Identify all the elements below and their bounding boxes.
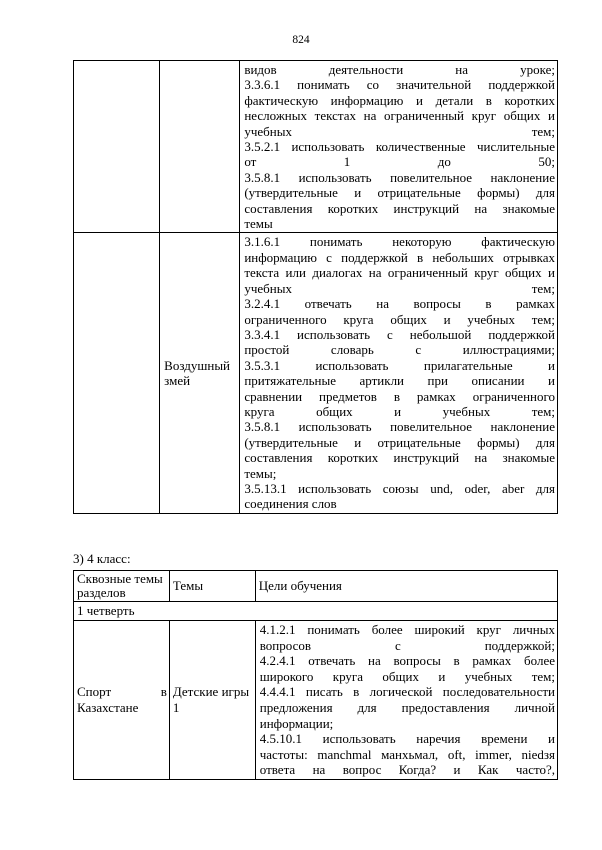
objectives-cell (240, 233, 558, 513)
objective-line: составления коротких инструкций на знакомые (244, 200, 555, 216)
objective-line: частоты: manchmal манхьмал, oft, immer, niedзя (259, 746, 555, 762)
objective-line: 3.5.2.1 использовать количественные числительные (244, 139, 555, 155)
objective-line: 4.2.4.1 отвечать на вопросы в рамках более (259, 653, 555, 669)
objective-line: ограниченного круга общих и учебных тем; (244, 311, 555, 327)
objective-line: учебных тем; (244, 123, 555, 139)
section-cell: Спорт в Казахстане (74, 621, 170, 780)
objective-line: 3.5.13.1 использовать союзы und, oder, aber для (244, 480, 555, 496)
objective-line: 3.3.4.1 использовать с небольшой поддержкой (244, 326, 555, 342)
objectives-table-grade-3 (73, 60, 558, 514)
section-cell-empty (74, 61, 160, 233)
section-heading: 3) 4 класс: (73, 551, 131, 566)
objectives-text (240, 61, 557, 232)
objective-line: ответа на вопрос Когда? и Как часто?, (259, 762, 555, 778)
objectives-cell (255, 621, 557, 780)
objective-line: простой словарь с иллюстрациями; (244, 342, 555, 358)
objective-line: 3.5.8.1 использовать повелительное наклонение (244, 169, 555, 185)
objective-line: 3.5.8.1 использовать повелительное наклонение (244, 419, 555, 435)
objective-line: информацию с поддержкой в небольших отрывках (244, 249, 555, 265)
objective-line: темы (244, 216, 273, 232)
objectives-table-grade-4 (73, 570, 558, 780)
page-number: 824 (292, 34, 310, 46)
objective-line: темы; (244, 465, 277, 481)
objective-line: 4.1.2.1 понимать более широкий круг личных (259, 622, 555, 637)
section-cell-empty (74, 233, 160, 513)
table-row (74, 233, 558, 513)
header-objectives: Цели обучения (255, 571, 557, 602)
objective-line: информации; (259, 715, 334, 731)
header-themes: Темы (169, 571, 255, 602)
objective-line: вопросов с поддержкой; (259, 637, 555, 653)
objective-line: от 1 до 50; (244, 154, 555, 170)
objective-line: предложения для предоставления личной (259, 699, 555, 715)
objective-line: составления коротких инструкций на знакомые (244, 450, 555, 466)
objective-line: 3.5.3.1 использовать прилагательные и (244, 357, 555, 373)
objective-line: 3.3.6.1 понимать со значительной поддержкой (244, 77, 555, 93)
theme-cell: Детские игры 1 (169, 621, 255, 780)
objective-line: 3.1.6.1 понимать некоторую фактическую (244, 234, 555, 250)
objectives-text (256, 621, 557, 779)
quarter-label: 1 четверть (74, 602, 558, 621)
objectives-text (240, 233, 557, 512)
objective-line: учебных тем; (244, 280, 555, 296)
table-row (74, 621, 558, 780)
objective-line: (утвердительные и отрицательные формы) для (244, 185, 555, 201)
objective-line: видов деятельности на уроке; (244, 62, 555, 77)
header-row (74, 571, 558, 602)
quarter-row (74, 602, 558, 621)
objective-line: 4.4.4.1 писать в логической последовательности (259, 684, 555, 700)
objective-line: круга общих и учебных тем; (244, 403, 555, 419)
objective-line: сравнении предметов в рамках ограниченного (244, 388, 555, 404)
objective-line: притяжательные артикли при описании и (244, 373, 555, 389)
objective-line: фактическую информацию и детали в коротких (244, 92, 555, 108)
objective-line: несложных текстах на ограниченный круг общих и (244, 108, 555, 124)
objective-line: (утвердительные и отрицательные формы) для (244, 434, 555, 450)
objective-line: 3.2.4.1 отвечать на вопросы в рамках (244, 296, 555, 312)
objective-line: текста или диалогах на ограниченный круг общих и (244, 265, 555, 281)
objective-line: 4.5.10.1 использовать наречия времени и (259, 731, 555, 747)
theme-cell-empty (160, 61, 240, 233)
objectives-cell (240, 61, 558, 233)
theme-cell: Воздушный змей (160, 233, 240, 513)
objective-line: широкого круга общих и учебных тем; (259, 668, 555, 684)
table-row (74, 61, 558, 233)
objective-line: соединения слов (244, 496, 337, 512)
header-sections: Сквозные темы разделов (74, 571, 170, 602)
